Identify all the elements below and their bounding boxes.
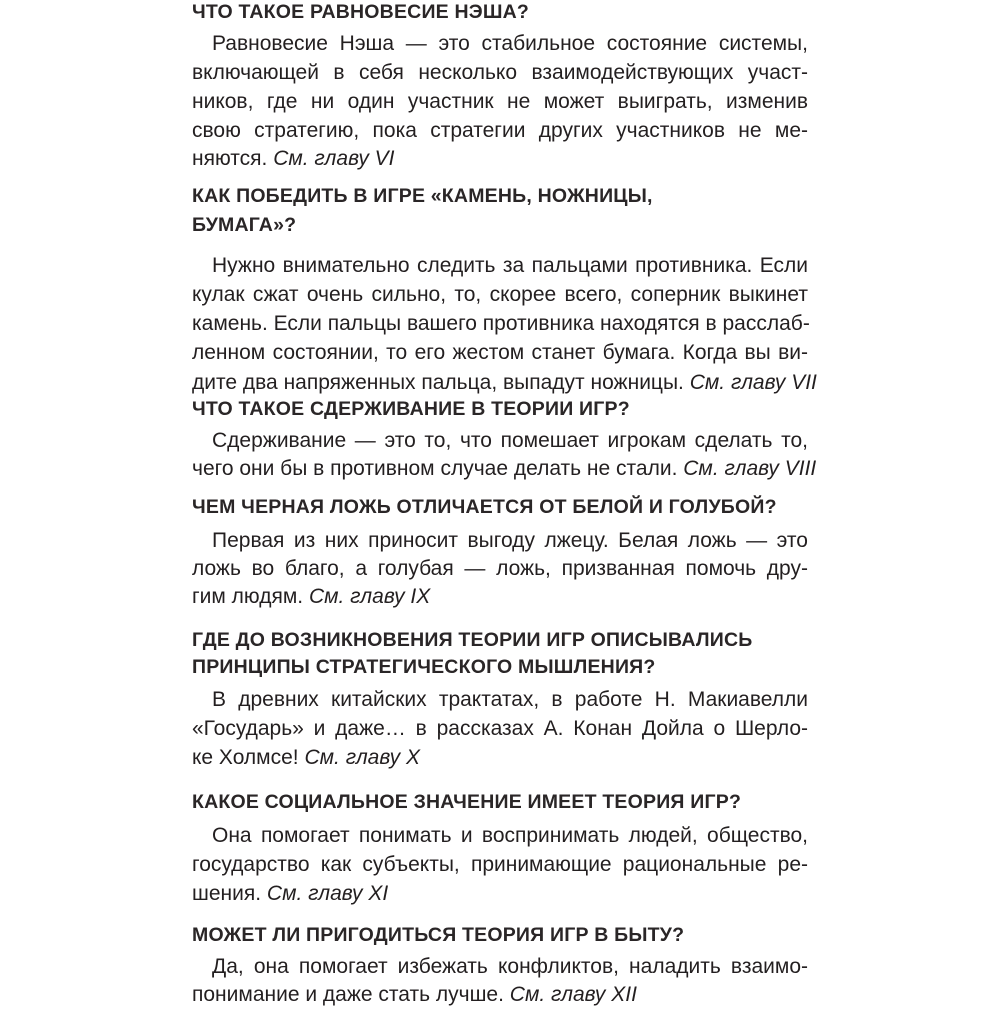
body-text: «Государь» и даже… в рассказах А. Конан Дойла о Шерло- [192,717,808,740]
body-text: ленном состоянии, то его жестом станет бумага. Когда вы ви- [192,341,808,364]
body-line [192,251,808,280]
section-heading: КАК ПОБЕДИТЬ В ИГРЕ «КАМЕНЬ, НОЖНИЦЫ, [192,185,653,207]
body-line [192,454,817,483]
body-text: Нужно внимательно следить за пальцами противника. Если [212,254,808,277]
chapter-reference: См. главу VIII [683,457,817,480]
body-text: камень. Если пальцы вашего противника находятся в расслаб- [192,312,810,335]
body-line [192,743,808,772]
body-text: ложь во благо, а голубая — ложь, призванная помочь дру- [192,557,808,580]
chapter-reference: См. главу XI [266,882,389,905]
body-line [192,714,808,743]
body-text: Она помогает понимать и воспринимать людей, общество, [212,824,808,847]
body-line [192,821,808,850]
body-text: понимание и даже стать лучше. [192,983,504,1006]
body-line [192,879,808,908]
body-line [192,280,808,309]
body-text: кулак сжат очень сильно, то, скорее всего, соперник выкинет [192,283,808,306]
section-heading: БУМАГА»? [192,214,297,236]
section-heading: ЧТО ТАКОЕ СДЕРЖИВАНИЕ В ТЕОРИИ ИГР? [192,398,630,420]
body-line [192,338,808,367]
chapter-reference: См. главу X [304,746,420,769]
chapter-reference: См. главу IX [308,585,431,608]
body-text: В древних китайских трактатах, в работе Н. Макиавелли [212,688,808,711]
section-heading: МОЖЕТ ЛИ ПРИГОДИТЬСЯ ТЕОРИЯ ИГР В БЫТУ? [192,924,685,946]
body-line [192,87,808,116]
body-text: чего они бы в противном случае делать не стали. [192,457,678,480]
body-line [192,582,808,611]
body-text: Да, она помогает избежать конфликтов, наладить взаимо- [212,955,808,978]
body-text: дите два напряженных пальца, выпадут ножницы. [192,371,684,394]
body-line [192,116,808,145]
body-line [192,526,808,555]
body-text: свою стратегию, пока стратегии других участников не ме- [192,119,808,142]
body-text: Первая из них приносит выгоду лжецу. Белая ложь — это [212,529,808,552]
section-heading: ЧЕМ ЧЕРНАЯ ЛОЖЬ ОТЛИЧАЕТСЯ ОТ БЕЛОЙ И ГОЛУБОЙ? [192,496,777,518]
body-line [192,368,817,397]
body-text: шения. [192,882,262,905]
body-line [192,850,808,879]
section-heading: КАКОЕ СОЦИАЛЬНОЕ ЗНАЧЕНИЕ ИМЕЕТ ТЕОРИЯ ИГР? [192,791,742,813]
body-text: ников, где ни один участник не может выиграть, изменив [192,90,808,113]
chapter-reference: См. главу VI [273,147,395,170]
chapter-reference: См. главу VII [689,371,817,394]
body-line [192,58,808,87]
body-line [192,980,808,1009]
body-line [192,685,808,714]
body-text: Равновесие Нэша — это стабильное состояние системы, [212,32,808,55]
body-text: государство как субъекты, принимающие рациональные ре- [192,853,808,876]
body-line [192,29,808,58]
section-heading: ЧТО ТАКОЕ РАВНОВЕСИЕ НЭША? [192,1,530,23]
body-line [192,426,808,455]
body-line [192,952,808,981]
body-text: включающей в себя несколько взаимодействующих участ- [192,61,808,84]
body-text: няются. [192,147,268,170]
body-line [192,554,808,583]
section-heading: ГДЕ ДО ВОЗНИКНОВЕНИЯ ТЕОРИИ ИГР ОПИСЫВАЛИСЬ [192,629,753,651]
body-text: гим людям. [192,585,304,608]
section-heading: ПРИНЦИПЫ СТРАТЕГИЧЕСКОГО МЫШЛЕНИЯ? [192,656,656,678]
body-text: ке Холмсе! [192,746,299,769]
body-line [192,144,808,173]
body-line [192,309,808,338]
body-text: Сдерживание — это то, что помешает игрокам сделать то, [212,429,808,452]
chapter-reference: См. главу XII [509,983,637,1006]
